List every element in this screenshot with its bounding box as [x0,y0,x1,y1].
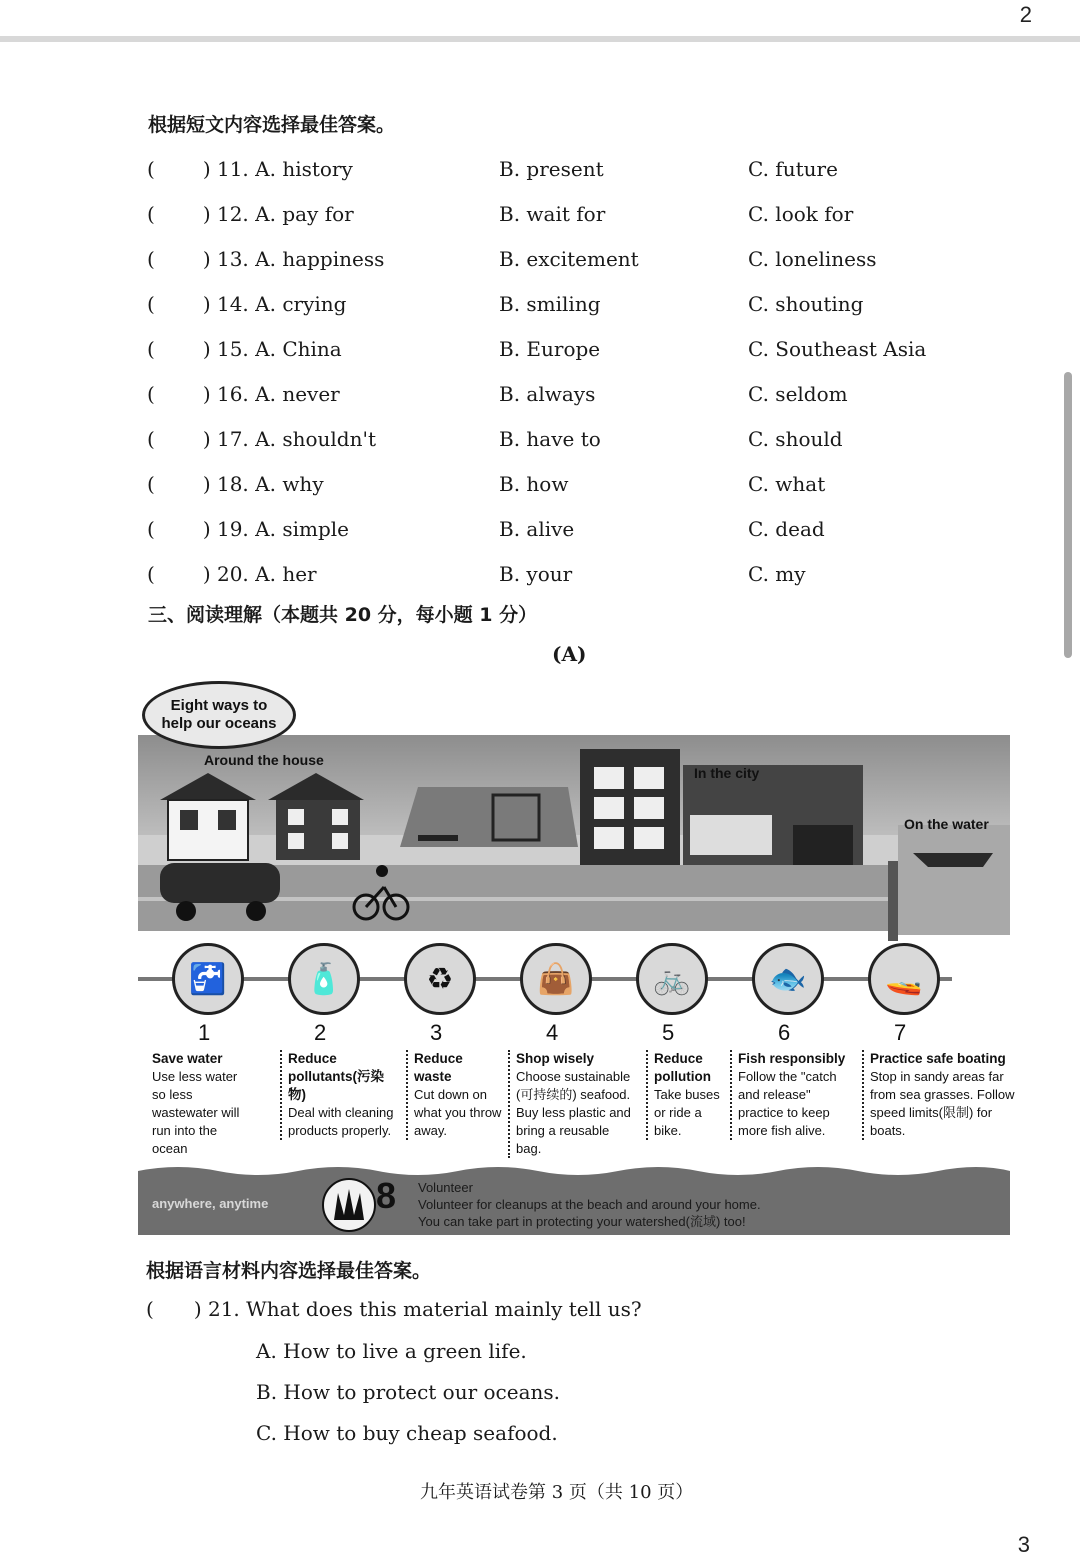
option-c[interactable]: C. loneliness [748,247,877,271]
page-divider-top [0,0,1080,42]
answer-bracket[interactable]: ( ) [147,562,211,586]
option-b[interactable]: B. alive [499,517,575,541]
tip-number: 4 [546,1020,559,1045]
tip-block [280,1050,398,1140]
option-b[interactable]: B. how [499,472,569,496]
label-on-water: On the water [904,816,989,832]
question-row [147,427,376,451]
page-number-bottom: 3 [1017,1532,1030,1557]
answer-bracket[interactable]: ( ) [147,337,211,361]
volunteer-title: Volunteer [418,1180,473,1195]
question-number: 20. [216,562,249,586]
option-a[interactable]: A. happiness [255,247,385,271]
volunteer-anywhere: anywhere, anytime [152,1196,269,1211]
question-row [147,337,342,361]
question-number: 17. [216,427,249,451]
question-number: 16. [216,382,249,406]
answer-bracket[interactable]: ( ) [147,517,211,541]
label-in-city: In the city [694,765,760,781]
option-21-c[interactable]: C. How to buy cheap seafood. [256,1421,558,1445]
option-a[interactable]: A. simple [255,517,349,541]
answer-bracket[interactable]: ( ) [147,427,211,451]
recycle-icon: ♻ [404,943,476,1015]
volunteer-line2: You can take part in protecting your watershed(流域) too! [418,1214,746,1229]
question-row [147,382,340,406]
tip-title: Reduce waste [414,1051,463,1084]
tip-title: Reduce pollutants(污染物) [288,1051,384,1102]
option-b[interactable]: B. your [499,562,573,586]
scrollbar-thumb[interactable] [1064,372,1072,658]
question-number: 15. [216,337,249,361]
tip-title: Shop wisely [516,1051,595,1066]
option-c[interactable]: C. should [748,427,843,451]
question-row [147,202,354,226]
tip-block [862,1050,1020,1140]
volunteer-line1: Volunteer for cleanups at the beach and around your home. [418,1197,761,1212]
tip-block [406,1050,504,1140]
question-number: 19. [216,517,249,541]
answer-bracket[interactable]: ( ) [147,202,211,226]
question-row [147,517,349,541]
option-a[interactable]: A. pay for [255,202,354,226]
fish-hook-icon: 🐟 [752,943,824,1015]
tip-number: 1 [198,1020,211,1045]
section4-instruction: 根据语言材料内容选择最佳答案。 [146,1260,432,1282]
option-a[interactable]: A. her [255,562,317,586]
page-number-top: 2 [1019,2,1032,27]
option-a[interactable]: A. crying [255,292,347,316]
tip-title: Practice safe boating [870,1051,1006,1066]
option-c[interactable]: C. look for [748,202,854,226]
question-number: 14. [216,292,249,316]
question-21: ( ) 21. What does this material mainly tell us? [146,1297,642,1321]
option-b[interactable]: B. excitement [499,247,639,271]
question-number: 12. [216,202,249,226]
question-number: 18. [216,472,249,496]
title-badge: Eight ways to help our oceans [142,681,296,749]
boat-icon: 🚤 [868,943,940,1015]
tip-number: 7 [894,1020,907,1045]
tip-text: Choose sustainable (可持续的) seafood. Buy less plastic and bring a reusable bag. [516,1069,631,1156]
question-row [147,157,353,181]
option-a[interactable]: A. history [255,157,353,181]
volunteer-number: 8 [376,1175,397,1216]
option-a[interactable]: A. China [255,337,342,361]
spray-bottle-icon: 🧴 [288,943,360,1015]
option-b[interactable]: B. smiling [499,292,601,316]
ocean-infographic [138,675,1015,1235]
tip-number: 2 [314,1020,327,1045]
tip-title: Reduce pollution [654,1051,711,1084]
option-c[interactable]: C. future [748,157,838,181]
option-21-b[interactable]: B. How to protect our oceans. [256,1380,561,1404]
option-b[interactable]: B. wait for [499,202,606,226]
tip-text: Use less water so less wastewater will run into the ocean [152,1069,240,1156]
option-a[interactable]: A. never [255,382,340,406]
option-b[interactable]: B. have to [499,427,601,451]
option-c[interactable]: C. shouting [748,292,864,316]
option-c[interactable]: C. dead [748,517,825,541]
faucet-icon: 🚰 [172,943,244,1015]
tip-text: Deal with cleaning products properly. [288,1105,394,1138]
question-row [147,292,346,316]
tip-block [730,1050,853,1140]
tip-block [646,1050,724,1140]
tip-text: Take buses or ride a bike. [654,1087,720,1138]
tip-number: 6 [778,1020,791,1045]
passage-label: (A) [552,642,587,666]
answer-bracket[interactable]: ( ) [147,157,211,181]
tip-text: Follow the "catch and release" practice to keep more fish alive. [738,1069,837,1138]
question-number: 11. [216,157,249,181]
question-row [147,472,324,496]
option-b[interactable]: B. present [499,157,604,181]
bicycle-icon: 🚲 [636,943,708,1015]
tip-block [508,1050,636,1158]
option-b[interactable]: B. always [499,382,596,406]
shopping-bag-icon: 👜 [520,943,592,1015]
section3-title: 三、阅读理解（本题共 20 分，每小题 1 分） [148,604,538,626]
answer-bracket[interactable]: ( ) [147,292,211,316]
section1-instruction: 根据短文内容选择最佳答案。 [148,114,396,136]
question-row [147,247,384,271]
tip-title: Fish responsibly [738,1051,846,1066]
question-number: 13. [216,247,249,271]
option-c[interactable]: C. my [748,562,806,586]
option-21-a[interactable]: A. How to live a green life. [256,1339,527,1363]
question-row [147,562,317,586]
option-c[interactable]: C. seldom [748,382,848,406]
tip-title: Save water [152,1051,223,1066]
page-footer: 九年英语试卷第 3 页（共 10 页） [420,1482,694,1503]
option-b[interactable]: B. Europe [499,337,601,361]
tip-text: Stop in sandy areas far from sea grasses. Follow speed limits(限制) for boats. [870,1069,1015,1138]
option-c[interactable]: C. what [748,472,826,496]
answer-bracket[interactable]: ( ) [147,247,211,271]
tip-number: 5 [662,1020,675,1045]
option-a[interactable]: A. shouldn't [255,427,376,451]
tip-text: Cut down on what you throw away. [414,1087,502,1138]
answer-bracket[interactable]: ( ) [147,472,211,496]
option-c[interactable]: C. Southeast Asia [748,337,927,361]
option-a[interactable]: A. why [255,472,324,496]
tip-number: 3 [430,1020,443,1045]
label-around-house: Around the house [204,752,324,768]
answer-bracket[interactable]: ( ) [147,382,211,406]
tip-block [152,1050,252,1158]
